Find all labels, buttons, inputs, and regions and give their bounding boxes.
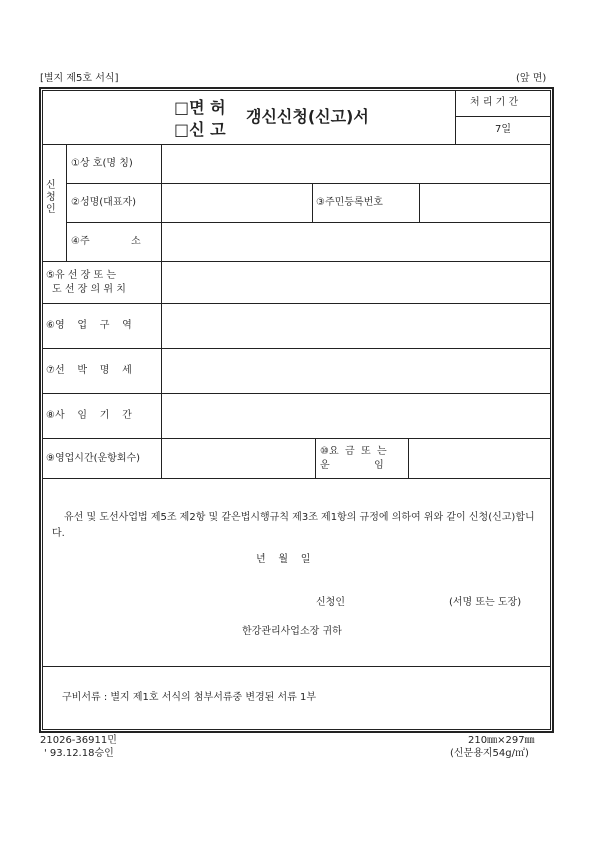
business-period-label: ⑧사 임 기 간 <box>46 410 132 421</box>
applicant-signature-label: 신청인 <box>316 597 345 608</box>
location-label-2: 도 선 장 의 위 치 <box>52 284 126 295</box>
col-divider <box>315 438 316 478</box>
name-label: ②성명(대표자) <box>71 197 137 208</box>
col-divider <box>455 90 456 144</box>
business-area-label: ⑥영 업 구 역 <box>46 320 132 331</box>
vessel-details-field[interactable] <box>162 349 551 393</box>
resident-number-field[interactable] <box>420 184 551 222</box>
fee-field[interactable] <box>409 439 551 478</box>
paper-size: 210㎜×297㎜ <box>468 735 535 746</box>
row-divider <box>42 478 551 479</box>
page-title: 갱신신청(신고)서 <box>246 107 369 126</box>
business-hours-field[interactable] <box>162 439 315 478</box>
required-documents: 구비서류 : 별지 제1호 서식의 첨부서류중 변경된 서류 1부 <box>62 692 317 703</box>
resident-number-label: ③주민등록번호 <box>316 197 383 208</box>
location-label: ⑤유 선 장 또 는 <box>46 270 116 281</box>
date-line: 년 월 일 <box>256 554 311 565</box>
address-field[interactable] <box>162 223 551 261</box>
form-code: 21026-36911민 <box>40 735 117 746</box>
business-area-field[interactable] <box>162 304 551 348</box>
approval-date: ' 93.12.18승인 <box>44 748 114 759</box>
vessel-details-label: ⑦선 박 명 세 <box>46 365 132 376</box>
page-side: (앞 면) <box>516 73 547 84</box>
processing-label: 처 리 기 간 <box>470 97 519 108</box>
fee-label-2: 운 임 <box>320 460 384 471</box>
addressee: 한강관리사업소장 귀하 <box>242 626 342 637</box>
business-period-field[interactable] <box>162 394 551 438</box>
applicant-group-label: 신 청 인 <box>46 180 56 215</box>
trade-name-label: ①상 호(명 칭) <box>71 158 133 169</box>
fee-label: ⑩요 금 또 는 <box>320 446 387 457</box>
row-divider <box>455 116 551 117</box>
name-field[interactable] <box>162 184 312 222</box>
col-divider <box>66 144 67 261</box>
form-number: [별지 제5호 서식] <box>40 73 119 84</box>
paper-type: (신문용지54g/㎡) <box>450 748 529 759</box>
col-divider <box>312 183 313 222</box>
title-option-report: □신 고 <box>174 120 226 139</box>
row-divider <box>42 666 551 667</box>
address-label: ④주 소 <box>71 236 141 247</box>
title-option-license: □면 허 <box>174 98 226 117</box>
processing-value: 7일 <box>495 124 512 135</box>
trade-name-field[interactable] <box>162 145 551 183</box>
business-hours-label: ⑨영업시간(운항회수) <box>46 453 141 464</box>
signature-note: (서명 또는 도장) <box>449 597 522 608</box>
location-field[interactable] <box>162 262 551 303</box>
application-statement: 유선 및 도선사업법 제5조 제2항 및 같은법시행규칙 제3조 제1항의 규정에 의하여 위와 같이 신청(신고)합니다. <box>52 512 535 539</box>
